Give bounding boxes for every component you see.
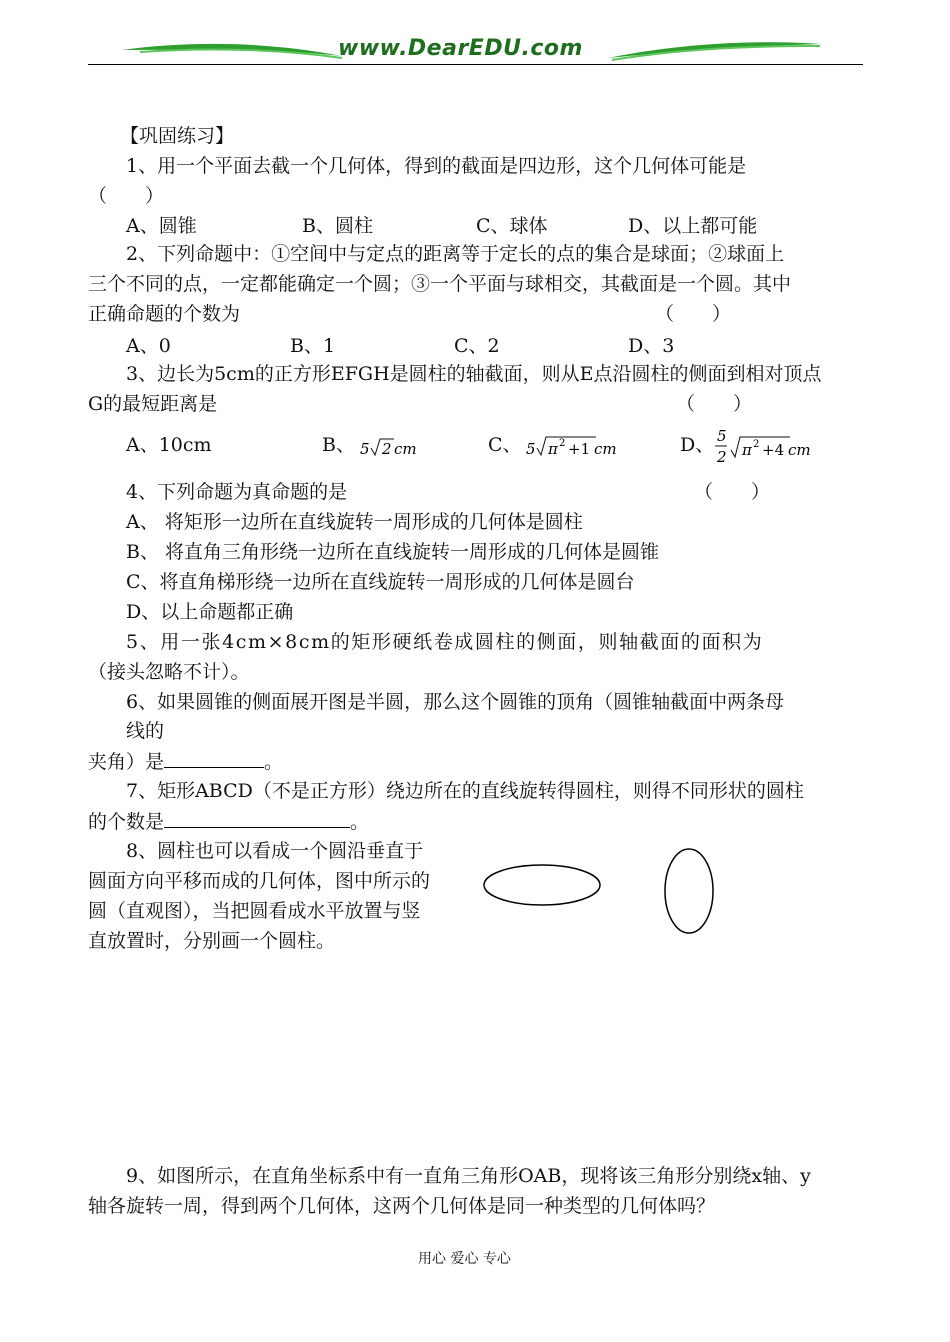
q6-line2: 线的	[126, 720, 165, 742]
q6-line3	[88, 749, 283, 774]
site-logo-text: www.DearEDU.com	[338, 36, 583, 61]
q8-line4: 直放置时，分别画一个圆柱。	[88, 930, 336, 952]
q1-stem: 1、用一个平面去截一个几何体，得到的截面是四边形，这个几何体可能是	[126, 155, 747, 177]
svg-text:5: 5	[717, 427, 727, 445]
q3-option-c-label: C、	[488, 434, 522, 456]
q1-option-a: A、圆锥	[126, 215, 197, 237]
q2-line1: 2、下列命题中：①空间中与定点的距离等于定长的点的集合是球面；②球面上	[126, 243, 785, 265]
q2-line3: 正确命题的个数为	[88, 303, 241, 325]
q3-line2: G的最短距离是	[88, 393, 218, 415]
svg-text:+4: +4	[762, 441, 785, 459]
q3-option-d-label: D、	[680, 434, 715, 456]
q1-option-b: B、圆柱	[302, 215, 373, 237]
q2-option-a: A、0	[126, 335, 171, 357]
q3-option-a: A、10cm	[126, 434, 212, 456]
q8-line1: 8、圆柱也可以看成一个圆沿垂直于	[126, 840, 424, 862]
q6-line3-end: 。	[264, 751, 284, 773]
footer-text: 用心 爱心 专心	[418, 1251, 511, 1267]
q8-line2: 圆面方向平移而成的几何体，图中所示的	[88, 870, 431, 892]
svg-text:π: π	[742, 441, 752, 459]
svg-text:cm: cm	[788, 441, 811, 459]
header-rule	[88, 64, 863, 65]
q4-option-d: D、以上命题都正确	[126, 601, 294, 623]
q3-option-b-label: B、	[322, 434, 355, 456]
q7-answer-blank[interactable]	[164, 809, 350, 828]
q3-option-c-formula	[524, 432, 628, 460]
svg-text:2: 2	[753, 439, 760, 450]
svg-text:2: 2	[559, 438, 566, 449]
q5-line1: 5、用一张4cm×8cm的矩形硬纸卷成圆柱的侧面，则轴截面的面积为	[126, 631, 764, 653]
q1-option-d: D、以上都可能	[628, 215, 758, 237]
section-title: 【巩固练习】	[120, 125, 235, 147]
q2-option-b: B、1	[290, 335, 336, 357]
q9-line1: 9、如图所示，在直角坐标系中有一直角三角形OAB，现将该三角形分别绕x轴、y	[126, 1165, 811, 1187]
svg-text:π: π	[548, 440, 558, 458]
q2-option-d: D、3	[628, 335, 675, 357]
svg-text:cm: cm	[594, 440, 617, 458]
q4-option-b: B、 将直角三角形绕一边所在直线旋转一周形成的几何体是圆锥	[126, 541, 660, 563]
q2-option-c: C、2	[454, 335, 500, 357]
q7-line2-end: 。	[350, 811, 370, 833]
q7-line2	[88, 809, 369, 834]
header-right-swoosh	[606, 38, 824, 64]
q4-option-a: A、 将矩形一边所在直线旋转一周形成的几何体是圆柱	[126, 511, 583, 533]
q2-paren: （ ）	[655, 303, 732, 325]
q3-paren: （ ）	[676, 393, 753, 415]
q8-vertical-ellipse	[661, 846, 717, 936]
q5-line2: （接头忽略不计）。	[88, 661, 250, 683]
svg-text:2: 2	[717, 448, 727, 466]
q6-line1: 6、如果圆锥的侧面展开图是半圆，那么这个圆锥的顶角（圆锥轴截面中两条母	[126, 691, 785, 713]
q2-line2: 三个不同的点，一定都能确定一个圆；③一个平面与球相交，其截面是一个圆。其中	[88, 273, 792, 295]
q4-paren: （ ）	[694, 481, 771, 503]
q8-line3: 圆（直观图），当把圆看成水平放置与竖	[88, 900, 421, 922]
q4-option-c: C、将直角梯形绕一边所在直线旋转一周形成的几何体是圆台	[126, 571, 635, 593]
q3-option-d-formula	[714, 424, 826, 468]
svg-text:+1: +1	[568, 440, 591, 458]
q4-stem: 4、下列命题为真命题的是	[126, 481, 348, 503]
svg-text:cm: cm	[394, 440, 417, 458]
q1-option-c: C、球体	[476, 215, 548, 237]
q8-horizontal-ellipse	[481, 862, 603, 908]
q9-line2: 轴各旋转一周，得到两个几何体，这两个几何体是同一种类型的几何体吗？	[88, 1195, 716, 1217]
q3-option-b-formula	[358, 434, 428, 460]
q7-line1: 7、矩形ABCD（不是正方形）绕边所在的直线旋转得圆柱，则得不同形状的圆柱	[126, 780, 804, 802]
q3-line1: 3、边长为5cm的正方形EFGH是圆柱的轴截面，则从E点沿圆柱的侧面到相对顶点	[126, 363, 822, 385]
svg-text:2: 2	[382, 440, 392, 458]
q7-line2-text: 的个数是	[88, 811, 165, 833]
header-left-swoosh	[120, 38, 345, 64]
svg-text:5: 5	[526, 440, 536, 458]
svg-text:5: 5	[360, 440, 370, 458]
q1-paren: （ ）	[88, 185, 165, 207]
q6-answer-blank[interactable]	[164, 749, 264, 768]
q6-line3-text: 夹角）是	[88, 751, 165, 773]
